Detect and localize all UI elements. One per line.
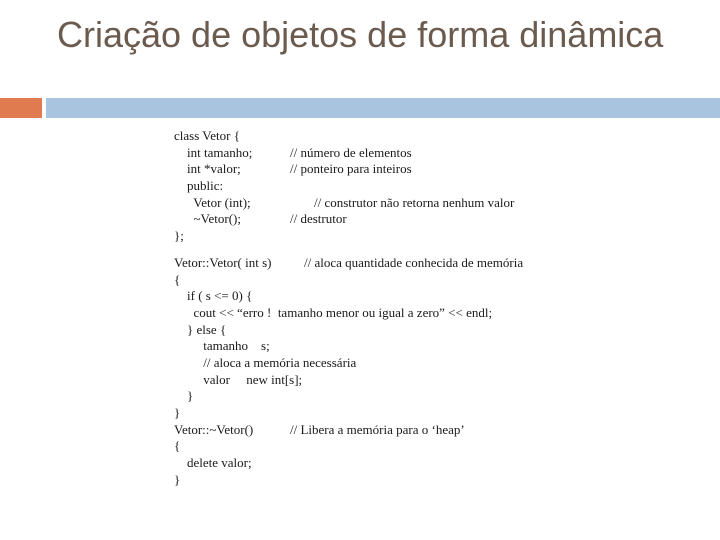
code-text: {	[174, 438, 181, 454]
title-accent-bar	[0, 98, 42, 118]
code-text: }	[174, 471, 181, 487]
code-comment: // Libera a memória para o ‘heap’	[290, 421, 465, 437]
code-comment: // número de elementos	[290, 144, 412, 160]
code-comment: // construtor não retorna nenhum valor	[314, 194, 515, 210]
code-line	[174, 145, 574, 162]
code-text: int *valor;	[174, 161, 241, 177]
code-text: class Vetor {	[174, 128, 240, 143]
code-line	[174, 128, 574, 145]
code-line	[174, 405, 574, 422]
title-divider-bar	[46, 98, 720, 118]
code-gap	[174, 245, 574, 255]
code-line	[174, 255, 574, 272]
code-text: ~Vetor();	[174, 211, 241, 227]
code-line	[174, 178, 574, 195]
code-text: Vetor (int);	[174, 194, 251, 210]
code-line	[174, 388, 574, 405]
slide-title: Criação de objetos de forma dinâmica	[57, 14, 664, 55]
code-line	[174, 272, 574, 289]
code-text: cout << “erro ! tamanho menor ou igual a zero” << endl;	[174, 304, 493, 320]
code-line	[174, 422, 574, 439]
code-text: public:	[174, 178, 224, 194]
code-line	[174, 438, 574, 455]
code-text: valor new int[s];	[174, 371, 303, 387]
code-line	[174, 195, 574, 212]
code-comment: // aloca a memória necessária	[174, 354, 357, 370]
code-text: } else {	[174, 321, 227, 337]
code-line	[174, 338, 574, 355]
code-comment: // aloca quantidade conhecida de memória	[304, 254, 524, 270]
code-line	[174, 372, 574, 389]
code-line	[174, 161, 574, 178]
code-text: int tamanho;	[174, 144, 253, 160]
code-line	[174, 211, 574, 228]
code-line	[174, 355, 574, 372]
code-text: Vetor::Vetor( int s)	[174, 254, 272, 270]
code-line	[174, 455, 574, 472]
code-line	[174, 228, 574, 245]
code-line	[174, 322, 574, 339]
code-line	[174, 288, 574, 305]
code-listing	[174, 128, 574, 488]
code-text: }	[174, 405, 181, 420]
code-text: }	[174, 388, 194, 404]
code-text: {	[174, 271, 181, 287]
code-line	[174, 305, 574, 322]
code-text: tamanho s;	[174, 338, 270, 354]
code-text: };	[174, 228, 184, 244]
code-text: Vetor::~Vetor()	[174, 421, 254, 437]
code-comment: // ponteiro para inteiros	[290, 161, 412, 177]
code-text: delete valor;	[174, 455, 252, 471]
code-text: if ( s <= 0) {	[174, 288, 253, 304]
code-line	[174, 472, 574, 489]
code-comment: // destrutor	[290, 211, 347, 227]
